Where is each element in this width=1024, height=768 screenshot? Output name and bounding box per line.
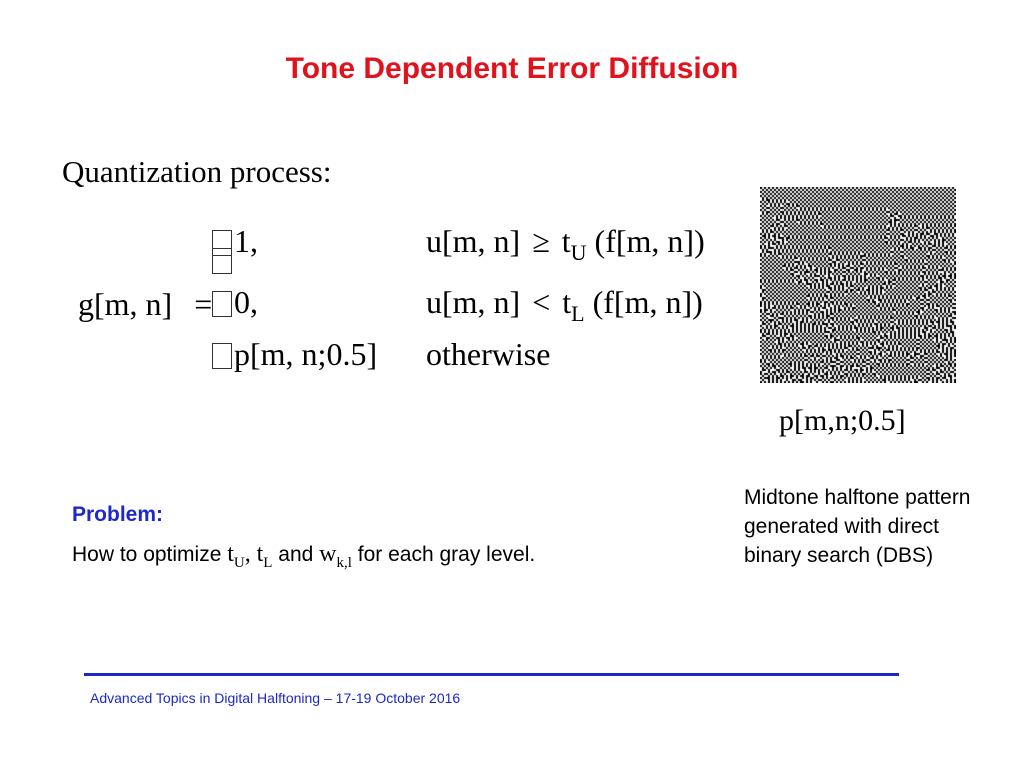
- w-symbol: w: [319, 541, 337, 567]
- case-2-threshold: t: [562, 284, 572, 320]
- case-3-value: p[m, n;0.5]: [234, 336, 378, 372]
- figure-description: Midtone halftone pattern generated with direct binary search (DBS): [744, 486, 971, 567]
- t-l-symbol: t: [256, 541, 264, 567]
- case-2-operator: <: [532, 284, 551, 320]
- equation-lhs: [78, 286, 212, 323]
- case-2-condition-prefix: u[m, n]: [426, 284, 521, 320]
- separator: ,: [244, 541, 251, 567]
- case-row-2: [212, 284, 258, 321]
- footer-text: Advanced Topics in Digital Halftoning – 17-19 October 2016: [90, 690, 461, 706]
- case-2-condition: [426, 284, 703, 326]
- case-2-condition-suffix: (f[m, n]): [592, 284, 703, 320]
- section-subtitle: Quantization process:: [62, 154, 332, 189]
- brace-top-icon: [212, 230, 232, 256]
- and-word: and: [278, 543, 314, 566]
- case-1-condition: [426, 223, 705, 265]
- case-2-threshold-sub: L: [571, 301, 585, 326]
- case-2-value: 0,: [234, 284, 258, 320]
- problem-text: [72, 541, 536, 571]
- case-1-threshold: t: [561, 223, 571, 259]
- case-row-3: [212, 336, 377, 373]
- problem-text-suffix: for each gray level.: [357, 543, 536, 566]
- t-l-subscript: L: [263, 555, 273, 571]
- case-1-value: 1,: [234, 223, 258, 259]
- slide-title: Tone Dependent Error Diffusion: [285, 52, 739, 85]
- equation-lhs-text: g[m, n]: [78, 286, 173, 322]
- case-1-operator: ≥: [532, 223, 550, 259]
- figure-caption: p[m,n;0.5]: [779, 404, 906, 437]
- problem-heading: Problem:: [72, 503, 164, 526]
- brace-bottom-icon: [212, 343, 232, 369]
- halftone-pattern-image: [760, 187, 956, 383]
- t-u-subscript: U: [233, 555, 245, 571]
- footer-divider: [84, 673, 899, 676]
- equation-equals: =: [194, 286, 213, 322]
- brace-middle-icon: [212, 291, 232, 317]
- case-1-condition-prefix: u[m, n]: [426, 223, 521, 259]
- case-3-condition: [426, 336, 550, 373]
- problem-text-prefix: How to optimize: [72, 543, 222, 566]
- t-u-symbol: t: [227, 541, 234, 567]
- case-1-condition-suffix: (f[m, n]): [594, 223, 705, 259]
- w-subscript: k,l: [336, 555, 352, 571]
- case-1-threshold-sub: U: [570, 240, 587, 265]
- case-3-condition-prefix: otherwise: [426, 336, 551, 372]
- case-row-1: [212, 223, 258, 260]
